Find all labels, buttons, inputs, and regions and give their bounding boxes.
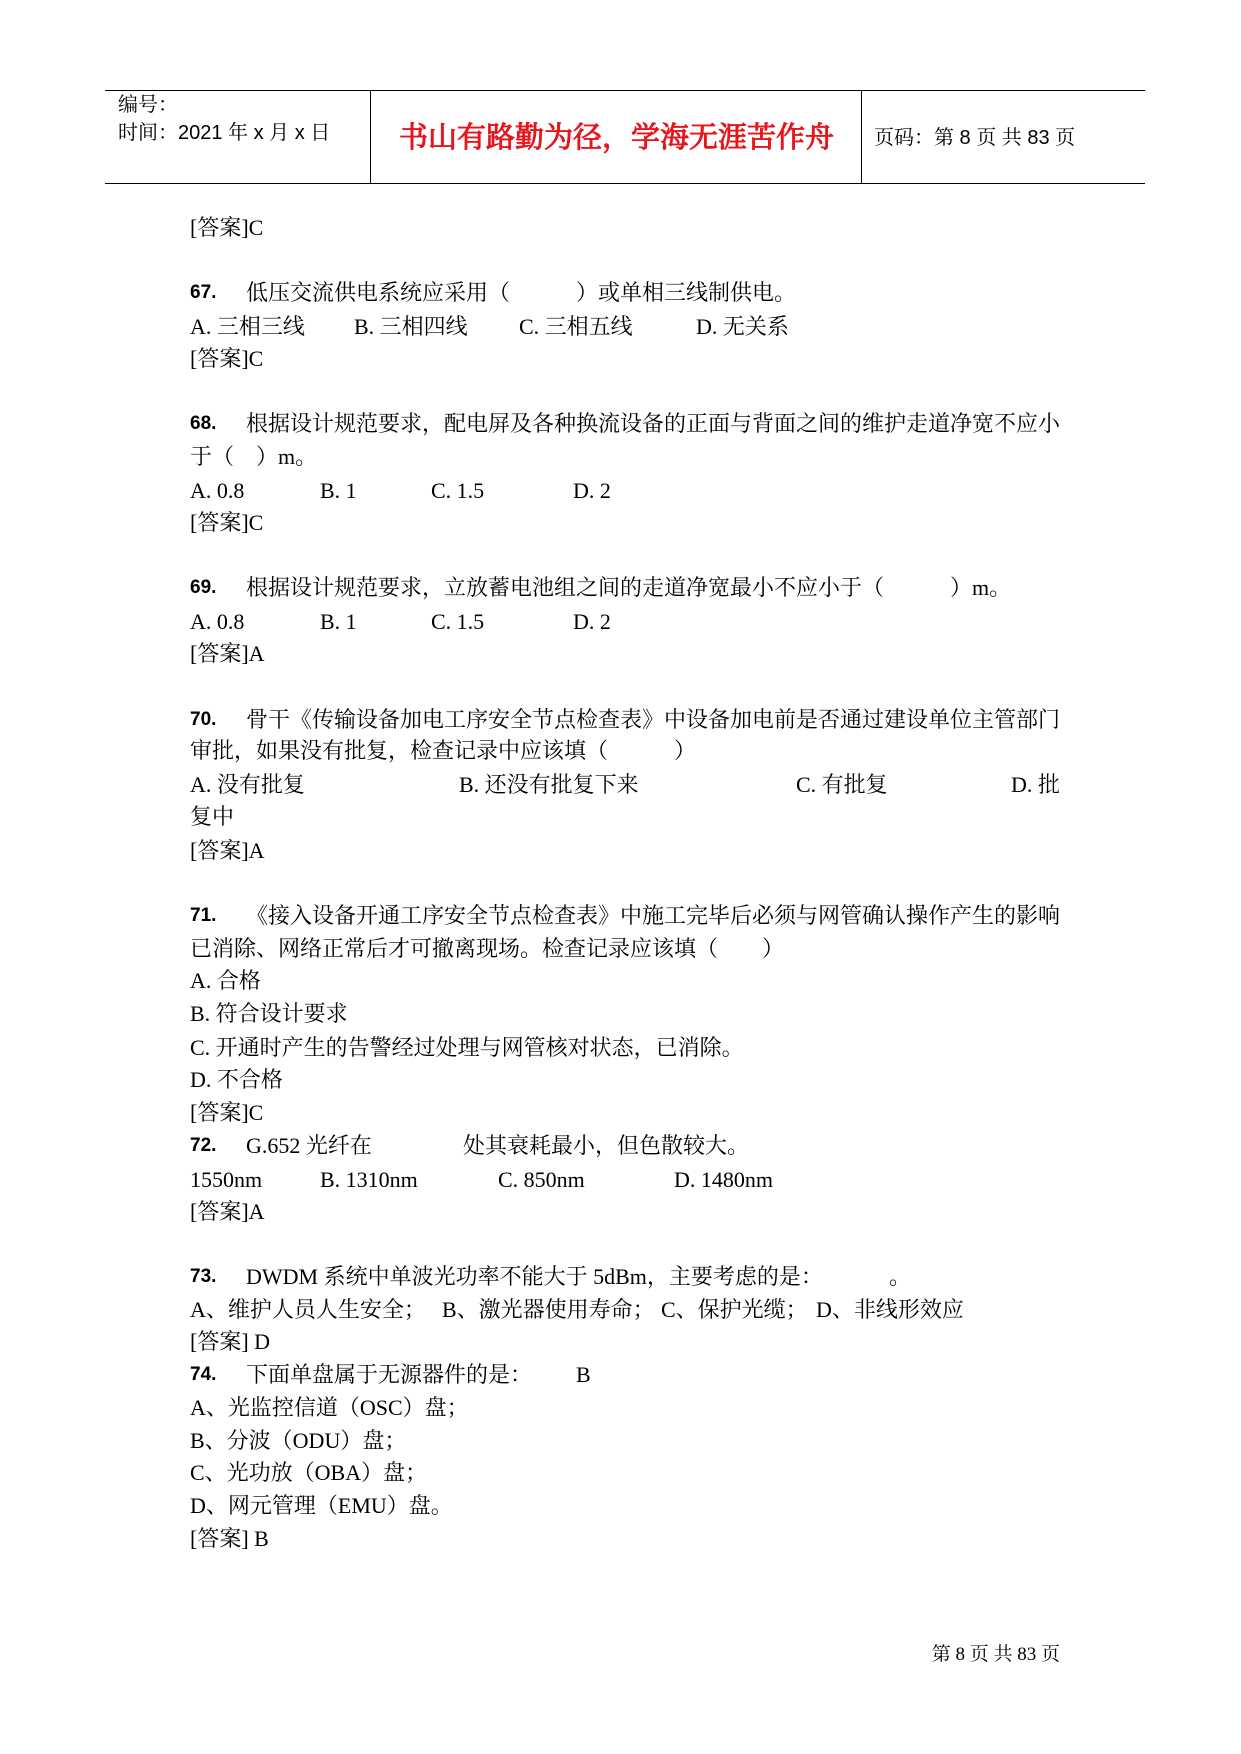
q67-option-d: D. 无关系 bbox=[696, 314, 789, 339]
q73-answer: [答案] D bbox=[190, 1329, 271, 1354]
q72-answer: [答案]A bbox=[190, 1199, 265, 1224]
q70-stem-line-2: 审批，如果没有批复，检查记录中应该填（ ） bbox=[190, 738, 697, 763]
document-time-label: 时间：2021 年 x 月 x 日 bbox=[118, 122, 331, 144]
header-divider-right bbox=[861, 90, 862, 183]
q68-option-d: D. 2 bbox=[573, 478, 611, 503]
q69-option-b: B. 1 bbox=[320, 609, 357, 634]
q70-option-c: C. 有批复 bbox=[796, 772, 888, 797]
q68-stem-line-2: 于（ ）m。 bbox=[190, 444, 318, 469]
q69-option-a: A. 0.8 bbox=[190, 609, 245, 634]
q74-answer: [答案] B bbox=[190, 1526, 269, 1551]
q67-number: 67. bbox=[190, 282, 217, 303]
q72-stem: G.652 光纤在 bbox=[246, 1133, 372, 1158]
q70-option-a: A. 没有批复 bbox=[190, 772, 305, 797]
q73-option-d: D、非线形效应 bbox=[816, 1297, 964, 1322]
q69-answer: [答案]A bbox=[190, 641, 265, 666]
q71-option-d: D. 不合格 bbox=[190, 1067, 283, 1092]
q74-option-b: B、分波（ODU）盘； bbox=[190, 1428, 407, 1453]
q74-option-c: C、光功放（OBA）盘； bbox=[190, 1460, 428, 1485]
q68-option-a: A. 0.8 bbox=[190, 478, 245, 503]
q71-option-b: B. 符合设计要求 bbox=[190, 1001, 348, 1026]
header-top-border bbox=[105, 90, 1145, 91]
header-divider-left bbox=[370, 90, 371, 183]
q70-option-d: D. 批 bbox=[1011, 772, 1060, 797]
q74-stem: 下面单盘属于无源器件的是： bbox=[246, 1362, 533, 1387]
q68-option-b: B. 1 bbox=[320, 478, 357, 503]
q69-stem: 根据设计规范要求，立放蓄电池组之间的走道净宽最小不应小于（ ）m。 bbox=[246, 575, 1012, 600]
q71-option-c: C. 开通时产生的告警经过处理与网管核对状态，已消除。 bbox=[190, 1035, 744, 1060]
q73-stem: DWDM 系统中单波光功率不能大于 5dBm，主要考虑的是： bbox=[246, 1264, 823, 1289]
q69-option-d: D. 2 bbox=[573, 609, 611, 634]
q73-option-c: C、保护光缆； bbox=[661, 1297, 808, 1322]
q71-stem-line-2: 已消除、网络正常后才可撤离现场。检查记录应该填（ ） bbox=[190, 936, 785, 961]
document-number-label: 编号： bbox=[118, 94, 178, 116]
q72-option-c: C. 850nm bbox=[498, 1167, 585, 1192]
previous-answer: [答案]C bbox=[190, 215, 264, 240]
q73-option-a: A、维护人员人生安全； bbox=[190, 1297, 426, 1322]
q70-number: 70. bbox=[190, 709, 217, 730]
q70-answer: [答案]A bbox=[190, 838, 265, 863]
q71-answer: [答案]C bbox=[190, 1100, 264, 1125]
header-bottom-border bbox=[105, 183, 1145, 184]
q69-option-c: C. 1.5 bbox=[431, 609, 485, 634]
q70-option-b: B. 还没有批复下来 bbox=[459, 772, 639, 797]
q67-answer: [答案]C bbox=[190, 346, 264, 371]
q74-number: 74. bbox=[190, 1364, 217, 1385]
q74-option-d: D、网元管理（EMU）盘。 bbox=[190, 1493, 453, 1518]
q68-number: 68. bbox=[190, 413, 217, 434]
q69-number: 69. bbox=[190, 577, 217, 598]
q72-number: 72. bbox=[190, 1135, 217, 1156]
q72-option-b: B. 1310nm bbox=[320, 1167, 418, 1192]
q68-stem-line-1: 根据设计规范要求，配电屏及各种换流设备的正面与背面之间的维护走道净宽不应小 bbox=[246, 411, 1061, 436]
footer-page-number: 第 8 页 共 83 页 bbox=[931, 1644, 1060, 1665]
header-page-info: 页码：第 8 页 共 83 页 bbox=[874, 127, 1076, 149]
q72-option-d: D. 1480nm bbox=[674, 1167, 773, 1192]
q67-option-a: A. 三相三线 bbox=[190, 314, 305, 339]
q71-option-a: A. 合格 bbox=[190, 968, 261, 993]
q71-stem-line-1: 《接入设备开通工序安全节点检查表》中施工完毕后必须与网管确认操作产生的影响 bbox=[246, 903, 1061, 928]
q70-option-d-continued: 复中 bbox=[190, 804, 235, 829]
q71-number: 71. bbox=[190, 905, 217, 926]
header-motto: 书山有路勤为径，学海无涯苦作舟 bbox=[398, 122, 834, 154]
q70-stem-line-1: 骨干《传输设备加电工序安全节点检查表》中设备加电前是否通过建设单位主管部门 bbox=[246, 707, 1061, 732]
q67-stem: 低压交流供电系统应采用（ ）或单相三线制供电。 bbox=[246, 280, 797, 305]
q73-number: 73. bbox=[190, 1266, 217, 1287]
q72-option-a: 1550nm bbox=[190, 1167, 263, 1192]
q74-filled-answer: B bbox=[576, 1362, 591, 1387]
q73-stem-after-blank: 。 bbox=[889, 1264, 912, 1289]
q74-option-a: A、光监控信道（OSC）盘； bbox=[190, 1395, 469, 1420]
q67-option-c: C. 三相五线 bbox=[519, 314, 633, 339]
q73-option-b: B、激光器使用寿命； bbox=[442, 1297, 655, 1322]
q67-option-b: B. 三相四线 bbox=[354, 314, 468, 339]
q68-option-c: C. 1.5 bbox=[431, 478, 485, 503]
q72-stem-after-blank: 处其衰耗最小，但色散较大。 bbox=[463, 1133, 750, 1158]
q68-answer: [答案]C bbox=[190, 510, 264, 535]
